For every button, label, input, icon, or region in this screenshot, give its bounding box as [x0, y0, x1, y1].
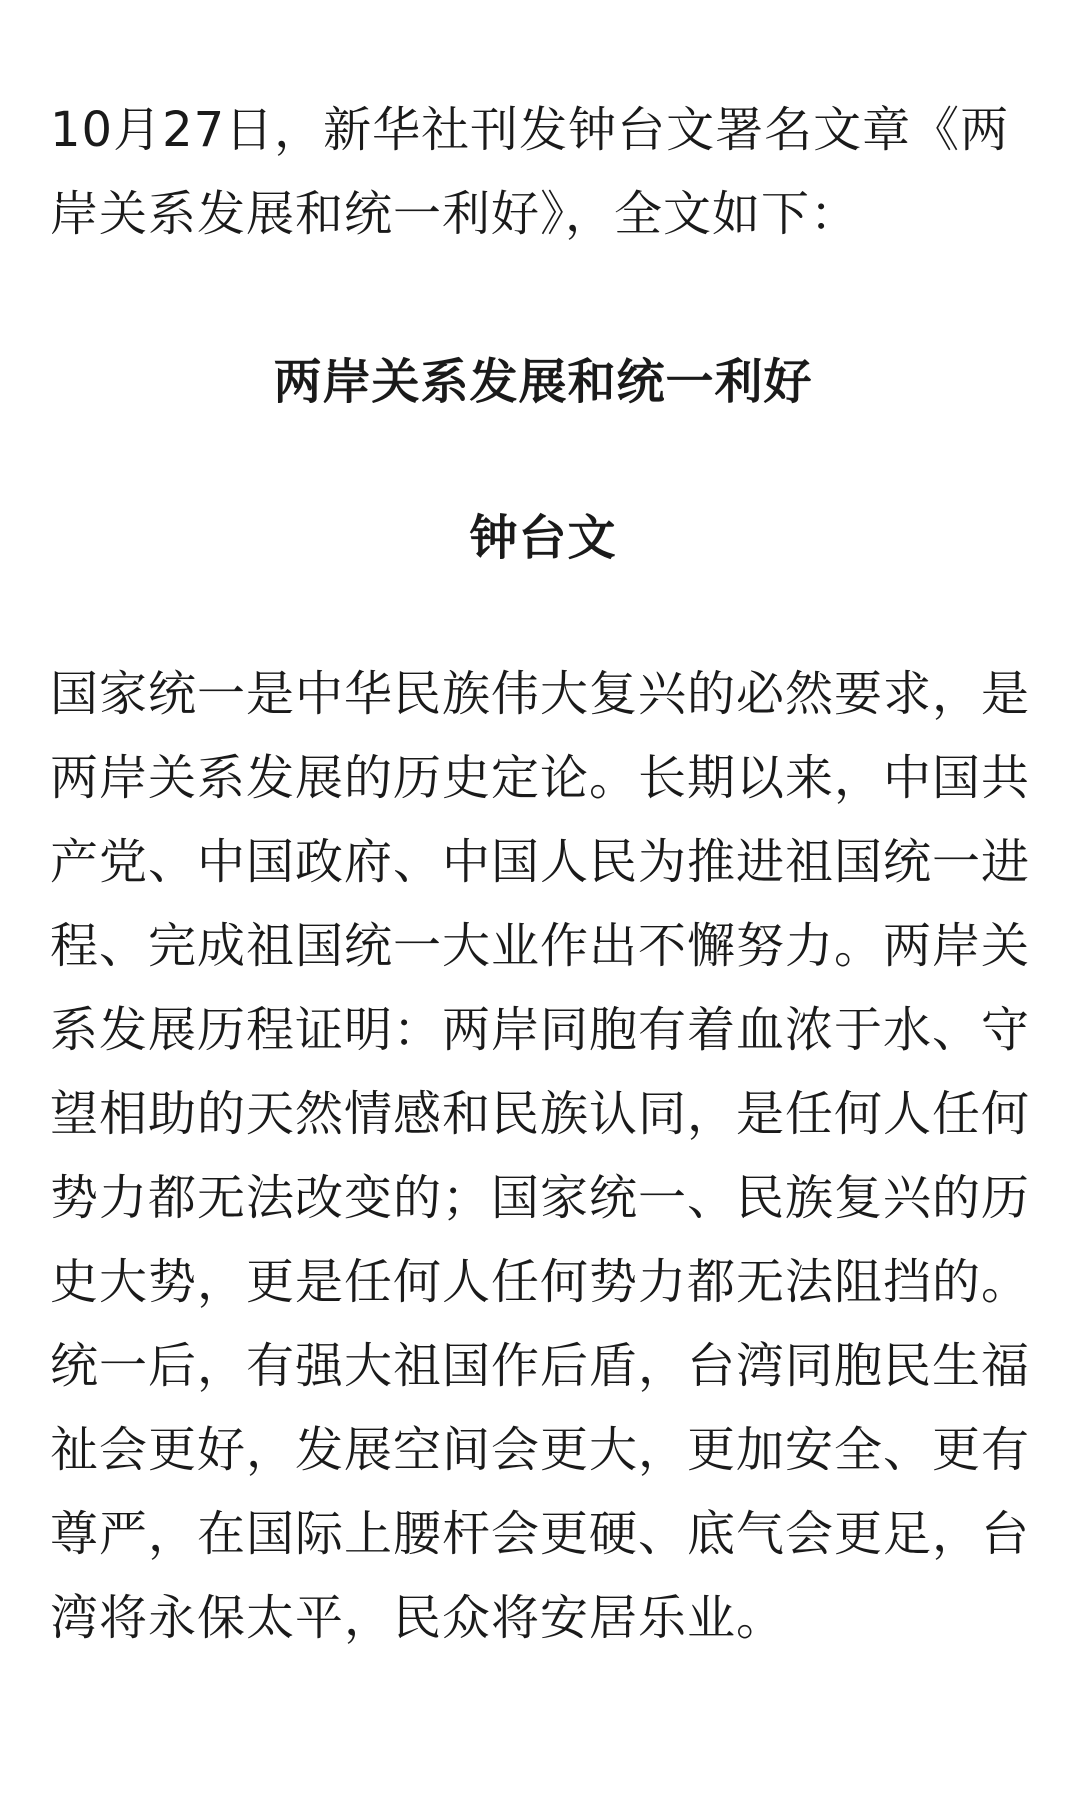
article-author: 钟台文 [469, 510, 617, 566]
article-title: 两岸关系发展和统一利好 [273, 354, 813, 410]
body-paragraph: 国家统一是中华民族伟大复兴的必然要求，是两岸关系发展的历史定论。长期以来，中国共产党、中国政府、中国人民为推进祖国统一进程、完成祖国统一大业作出不懈努力。两岸关系发展历程证明：两岸同胞有着血浓于水、守望相助的天然情感和民族认同，是任何人任何势力都无法改变的；国家统一、民族复兴的历史大势，更是任何人任何势力都无法阻挡的。统一后，有强大祖国作后盾，台湾同胞民生福祉会更好，发展空间会更大，更加安全、更有尊严，在国际上腰杆会更硬、底气会更足，台湾将永保太平，民众将安居乐业。 [50, 666, 1031, 1646]
intro-paragraph: 10月27日，新华社刊发钟台文署名文章《两岸关系发展和统一利好》，全文如下： [50, 102, 1010, 242]
